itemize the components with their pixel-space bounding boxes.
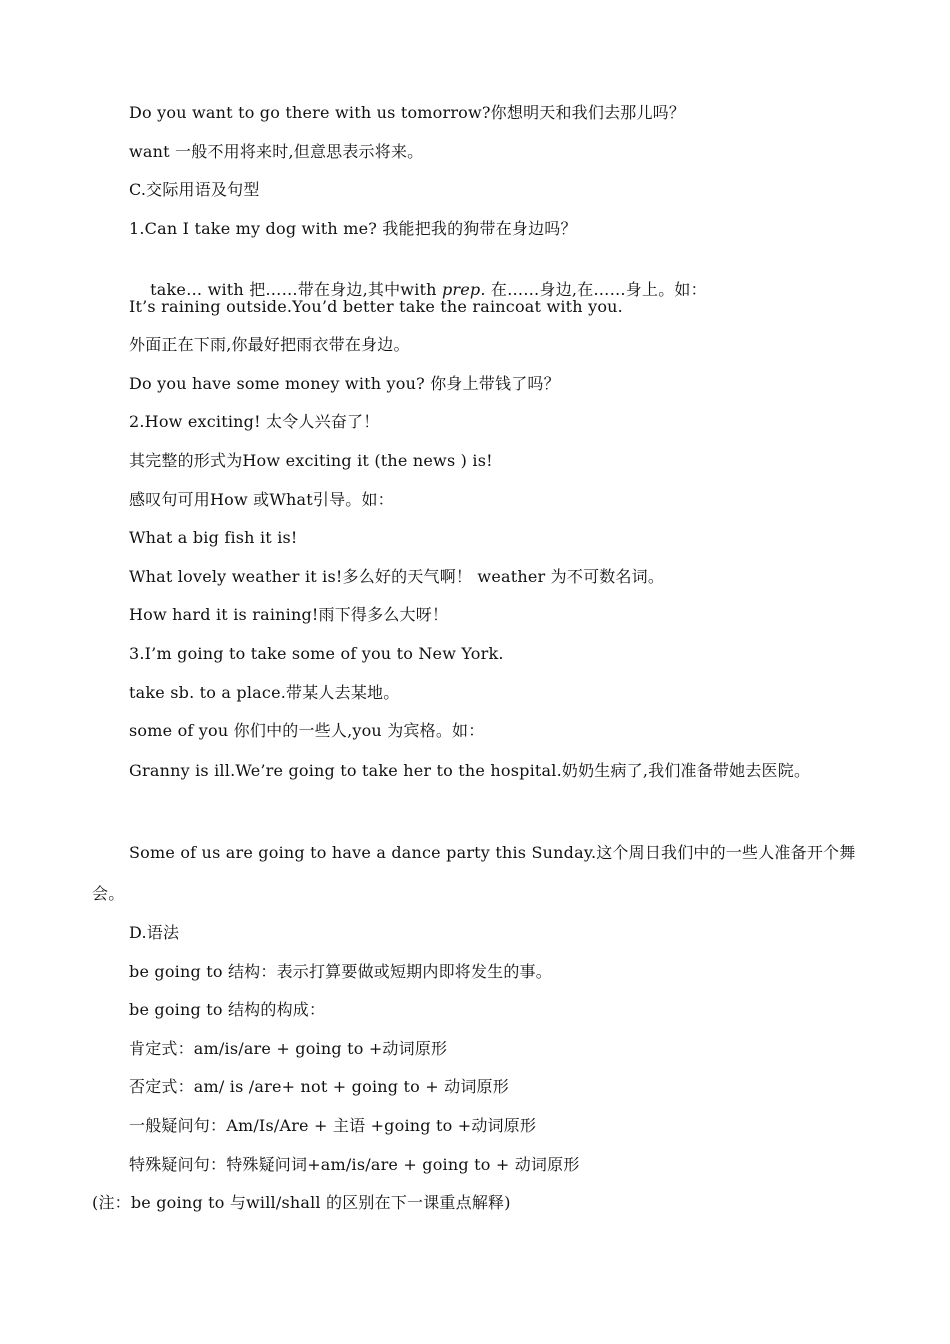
paragraph: Granny is ill.We’re going to take her to the hospital.奶奶生病了,我们准备带她去医院。 [129,761,811,780]
text-line: 外面正在下雨,你最好把雨衣带在身边。 [129,335,410,354]
text-line: What lovely weather it is!多么好的天气啊！ weather 为不可数名词。 [129,567,665,586]
text-line: What a big fish it is! [129,528,298,547]
text-line: Do you want to go there with us tomorrow?你想明天和我们去那儿吗？ [129,103,686,122]
text-line: Do you have some money with you? 你身上带钱了吗？ [129,374,560,393]
text-line: 肯定式：am/is/are + going to +动词原形 [129,1039,448,1058]
text-line: How hard it is raining!雨下得多么大呀！ [129,605,449,624]
text-run-italic: prep. [441,280,486,299]
text-run: 在……身边,在……身上。如： [485,280,707,299]
paragraph: Some of us are going to have a dance party this Sunday.这个周日我们中的一些人准备开个舞会。 [92,843,856,903]
text-line: 否定式：am/ is /are+ not + going to + 动词原形 [129,1077,509,1096]
text-line: 一般疑问句：Am/Is/Are + 主语 +going to +动词原形 [129,1116,537,1135]
text-run: take… with 把……带在身边,其中with [150,280,442,299]
text-line: It’s raining outside.You’d better take the raincoat with you. [129,297,623,316]
section-heading: D.语法 [129,923,180,942]
text-line: be going to 结构：表示打算要做或短期内即将发生的事。 [129,962,552,981]
text-line: some of you 你们中的一些人,you 为宾格。如： [129,721,485,740]
text-line: take sb. to a place.带某人去某地。 [129,683,400,702]
text-line: be going to 结构的构成： [129,1000,326,1019]
text-line: 3.I’m going to take some of you to New York. [129,644,504,663]
note-line: (注：be going to 与will/shall 的区别在下一课重点解释) [92,1193,511,1212]
text-line: want 一般不用将来时,但意思表示将来。 [129,142,424,161]
text-line: 其完整的形式为How exciting it (the news ) is! [129,451,493,470]
text-line: 2.How exciting! 太令人兴奋了！ [129,412,380,431]
text-line: 1.Can I take my dog with me? 我能把我的狗带在身边吗？ [129,219,577,238]
section-heading: C.交际用语及句型 [129,180,260,199]
text-line: 特殊疑问句：特殊疑问词+am/is/are + going to + 动词原形 [129,1155,580,1174]
text-line: 感叹句可用How 或What引导。如： [129,490,394,509]
